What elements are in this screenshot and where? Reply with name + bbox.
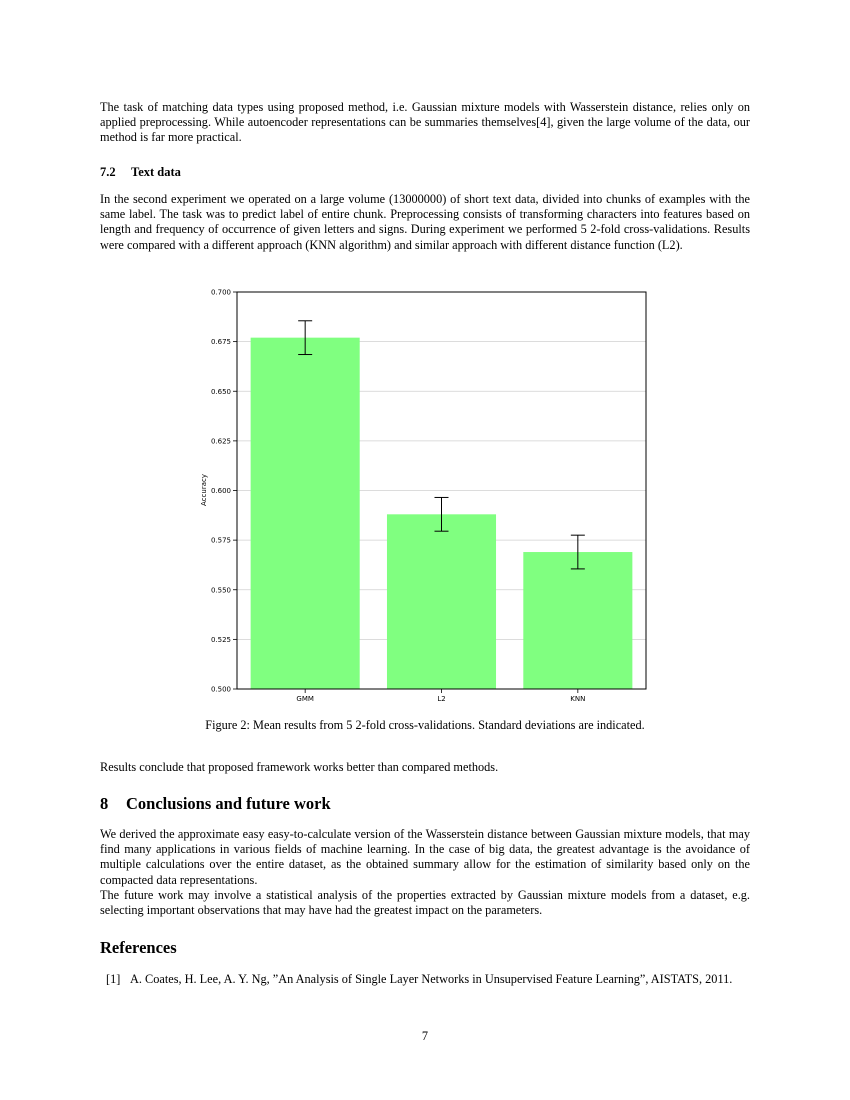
section-number: 7.2	[100, 165, 116, 179]
references-heading	[100, 938, 750, 958]
results-paragraph	[100, 760, 750, 775]
conclusions-paragraph	[100, 827, 750, 918]
reference-text: A. Coates, H. Lee, A. Y. Ng, ”An Analysis of Single Layer Networks in Unsupervised Feature Learning”, AISTATS, 2011.	[130, 972, 733, 986]
paragraph-text: In the second experiment we operated on a large volume (13000000) of short text data, divided into chunks of examples with the same label. The task was to predict label of entire chunk. Preprocessing consists of transforming characters into features based on length and frequency of occurrence of given letters and signs. During experiment we performed 5 2-fold cross-validations. Results were compared with a different approach (KNN algorithm) and similar approach with different distance function (L2).	[100, 192, 750, 252]
y-axis-label: Accuracy	[200, 474, 208, 506]
x-tick-label: KNN	[570, 695, 586, 703]
y-tick-label: 0.625	[210, 437, 231, 446]
section-8-heading	[100, 794, 750, 814]
section-title: Text data	[131, 165, 181, 179]
reference-item	[100, 972, 750, 987]
section-7-2-heading	[100, 165, 750, 180]
reference-label: [1]	[106, 972, 121, 986]
bar-knn	[523, 552, 632, 689]
y-tick-label: 0.650	[210, 387, 231, 396]
accuracy-bar-chart	[190, 282, 660, 704]
y-tick-label: 0.500	[210, 685, 231, 694]
paragraph-text: We derived the approximate easy easy-to-calculate version of the Wasserstein distance between Gaussian mixture models, that may find many applications in various fields of machine learning. In the case of big data, the greatest advantage is the avoidance of multiple calculations over the entire dataset, as the obtained summary allow for the estimation of similarity based only on the compacted data representations.	[100, 827, 750, 887]
page-number: 7	[421, 1029, 429, 1043]
bar-gmm	[251, 338, 360, 689]
y-tick-label: 0.600	[210, 487, 231, 495]
y-tick-label: 0.575	[210, 536, 231, 545]
y-tick-label: 0.700	[210, 288, 231, 297]
y-tick-label: 0.550	[210, 586, 231, 595]
figure-2-chart	[190, 282, 660, 704]
text-data-paragraph	[100, 192, 750, 253]
paragraph-text: The future work may involve a statistical analysis of the properties extracted by Gaussian mixture models from a dataset, e.g. selecting important observations that may have had the greatest impact on the parameters.	[100, 887, 750, 918]
bar-l2	[387, 514, 496, 689]
x-tick-label: GMM	[296, 695, 314, 703]
y-tick-label: 0.675	[210, 338, 231, 347]
figure-caption: Figure 2: Mean results from 5 2-fold cross-validations. Standard deviations are indicated.	[205, 718, 645, 732]
section-number: 8	[100, 794, 109, 813]
paragraph-text: The task of matching data types using proposed method, i.e. Gaussian mixture models with Wasserstein distance, relies only on applied preprocessing. While autoencoder representations can be summaries themselves[4], given the large volume of the data, our method is far more practical.	[100, 100, 750, 145]
intro-paragraph	[100, 100, 750, 146]
paragraph-text: Results conclude that proposed framework works better than compared methods.	[100, 760, 499, 774]
section-title: Conclusions and future work	[126, 794, 331, 813]
y-tick-label: 0.525	[210, 635, 231, 644]
references-title: References	[100, 938, 177, 957]
x-tick-label: L2	[437, 695, 446, 703]
